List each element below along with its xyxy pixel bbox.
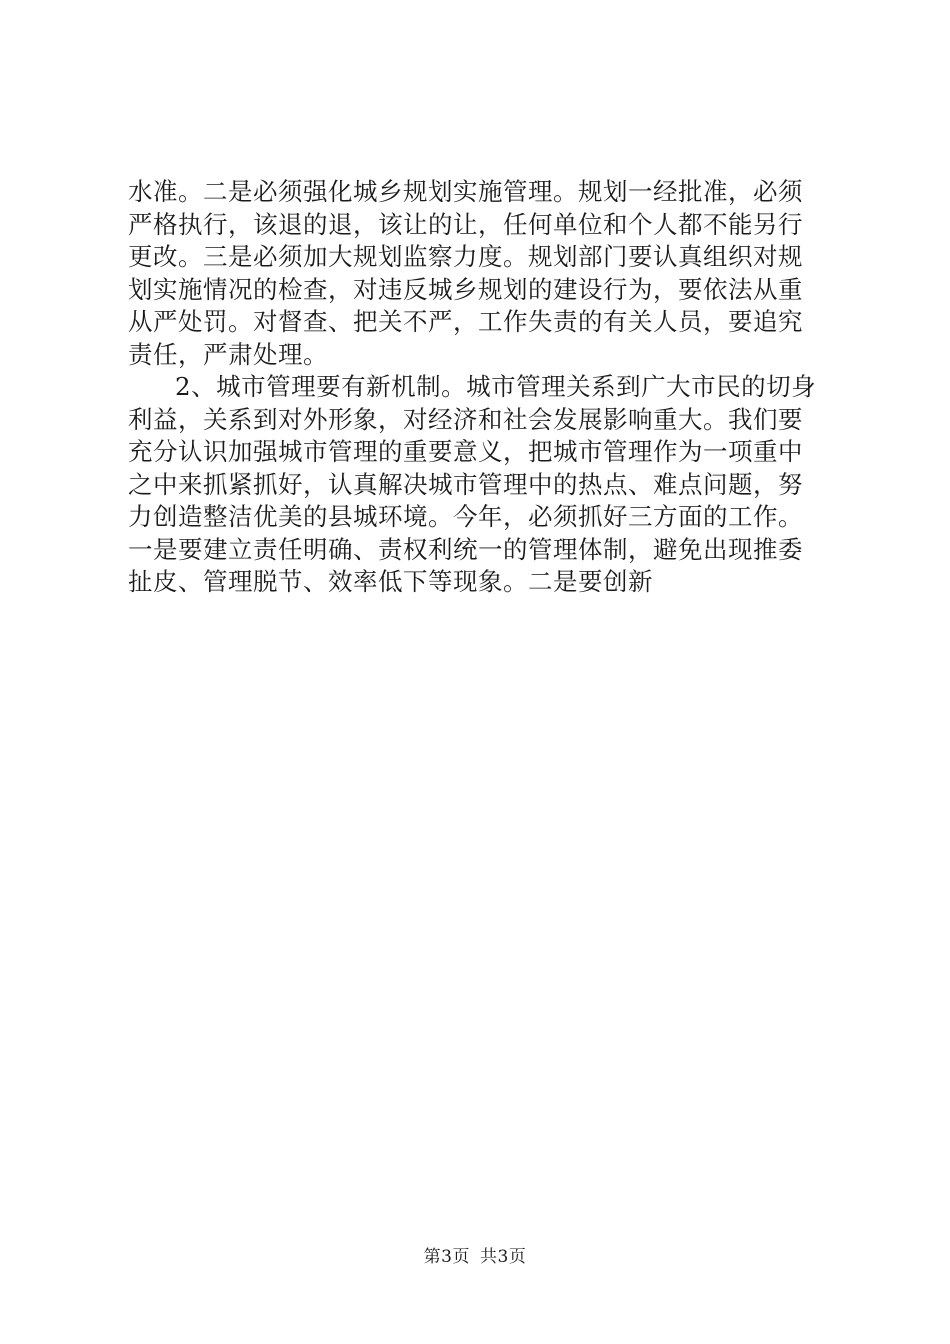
body-text bbox=[128, 176, 828, 599]
text-line: 划实施情况的检查，对违反城乡规划的建设行为，要依法从重 bbox=[128, 274, 803, 304]
text-line: 严格执行，该退的退，该让的让，任何单位和个人都不能另行 bbox=[128, 209, 803, 239]
page-number-total: 共3页 bbox=[480, 1247, 527, 1267]
text-line: 利益，关系到对外形象，对经济和社会发展影响重大。我们要 bbox=[128, 404, 803, 434]
text-line: 之中来抓紧抓好，认真解决城市管理中的热点、难点问题，努 bbox=[128, 469, 803, 499]
paragraph-start-line: 2、城市管理要有新机制。城市管理关系到广大市民的切身 bbox=[175, 372, 817, 401]
text-line: 扯皮、管理脱节、效率低下等现象。二是要创新 bbox=[128, 567, 653, 596]
text-line: 更改。三是必须加大规划监察力度。规划部门要认真组织对规 bbox=[128, 242, 803, 271]
text-line: 力创造整洁优美的县城环境。今年，必须抓好三方面的工作。 bbox=[128, 502, 803, 531]
text-line: 责任，严肃处理。 bbox=[128, 339, 328, 369]
text-line: 一是要建立责任明确、责权利统一的管理体制，避免出现推委 bbox=[128, 534, 803, 564]
text-line: 充分认识加强城市管理的重要意义，把城市管理作为一项重中 bbox=[128, 437, 803, 466]
text-line: 从严处罚。对督查、把关不严，工作失责的有关人员，要追究 bbox=[128, 307, 803, 336]
text-line: 水准。二是必须强化城乡规划实施管理。规划一经批准，必须 bbox=[128, 177, 803, 206]
page-number-current: 第3页 bbox=[423, 1247, 470, 1267]
page-footer bbox=[0, 1242, 950, 1267]
